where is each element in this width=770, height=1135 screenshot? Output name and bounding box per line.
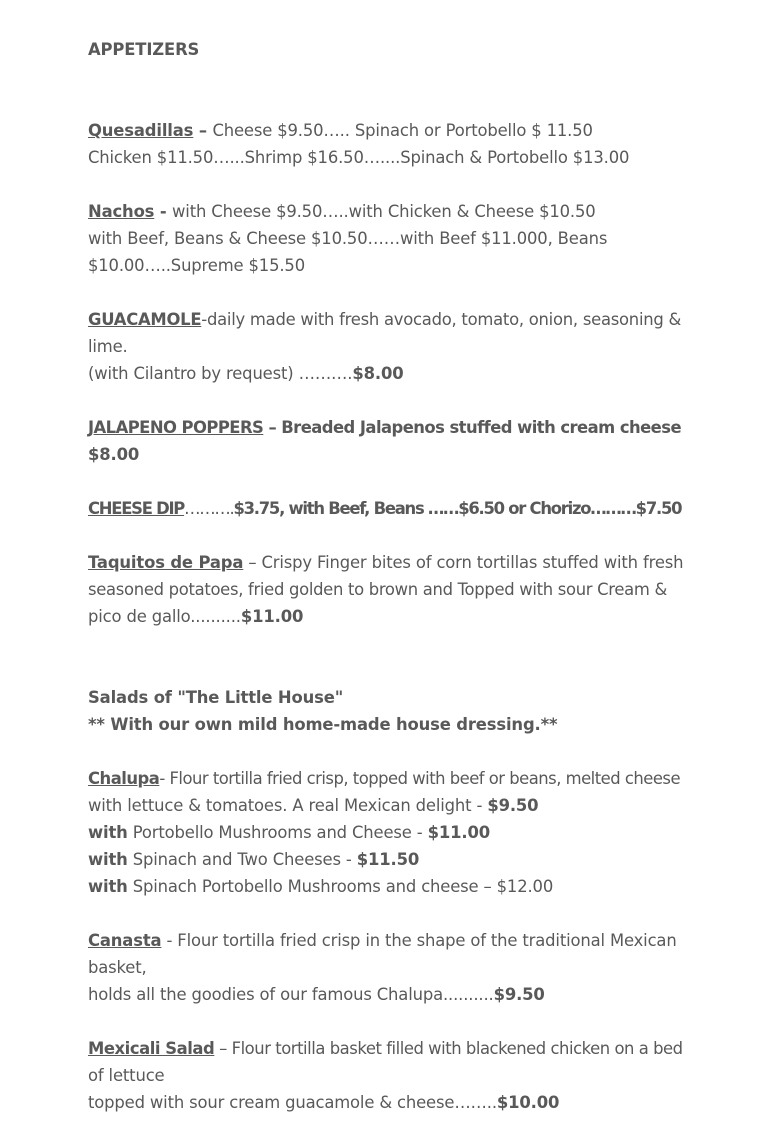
variant-desc: Spinach and Two Cheeses - [127,850,357,869]
item-line: seasoned potatoes, fried golden to brown and Topped with sour Cream & [88,580,667,599]
item-text: $3.75, with Beef, Beans ……$6.50 or Chorizo………$7.50 [233,499,682,518]
menu-item-mexicali-salad [88,1035,683,1116]
variant-price: $11.50 [356,850,420,869]
spacer [88,630,683,684]
variant-with: with [88,850,128,869]
spacer [88,387,683,414]
item-dots: ………. [184,499,234,518]
item-text: with lettuce & tomatoes. A real Mexican delight - [88,796,488,815]
variant-with: with [88,823,128,842]
variant-with: with [88,877,128,896]
item-text: – Crispy Finger bites of corn tortillas stuffed with fresh [243,553,684,572]
spacer [88,738,683,765]
menu-content [88,36,683,1116]
item-line [88,414,683,441]
item-price: $8.00 [352,364,404,383]
menu-item-taquitos [88,549,683,630]
item-line [88,549,683,576]
item-sep: - [154,202,173,221]
item-text: topped with sour cream guacamole & cheese…….. [88,1093,497,1112]
item-price: $8.00 [88,445,140,464]
variant-desc: Portobello Mushrooms and Cheese - [127,823,428,842]
item-name: Chalupa [88,769,160,788]
menu-item-canasta [88,927,683,1008]
variant-price: $11.00 [427,823,490,842]
item-name: CHEESE DIP [88,499,185,518]
item-line [88,360,683,387]
item-line [88,603,683,630]
item-text: – Flour tortilla basket filled with blackened chicken on a bed [214,1039,683,1058]
spacer [88,900,683,927]
item-line [88,1035,683,1062]
menu-item-guacamole [88,306,683,387]
item-line [88,792,683,819]
menu-item-jalapeno-poppers [88,414,683,468]
item-text: – Breaded Jalapenos stuffed with cream cheese [263,418,682,437]
menu-item-quesadillas [88,117,683,171]
item-price: $9.50 [487,796,539,815]
item-line [88,306,683,333]
item-name: Mexicali Salad [88,1039,215,1058]
item-price: $11.00 [240,607,304,626]
item-sep: – [193,121,213,140]
spacer [88,171,683,198]
item-line: with Beef, Beans & Cheese $10.50……with Beef $11.000, Beans [88,229,608,248]
item-name: Nachos [88,202,155,221]
item-price: $10.00 [496,1093,560,1112]
menu-item-cheese-dip [88,495,683,522]
item-line [88,117,683,144]
item-line [88,495,683,522]
item-line [88,765,683,792]
item-line [88,1089,683,1116]
item-text: with Cheese $9.50…..with Chicken & Cheese $10.50 [172,202,596,221]
salads-heading: Salads of "The Little House" [88,688,344,707]
item-name: JALAPENO POPPERS [88,418,264,437]
spacer [88,468,683,495]
chalupa-variant [88,873,683,900]
menu-item-chalupa [88,765,683,900]
spacer [88,279,683,306]
item-text: - Flour tortilla fried crisp, topped with beef or beans, melted cheese [159,769,681,788]
variant-desc: Spinach Portobello Mushrooms and cheese – $12.00 [127,877,554,896]
item-line: of lettuce [88,1066,165,1085]
chalupa-variant [88,846,683,873]
item-name: Taquitos de Papa [88,553,244,572]
item-text: holds all the goodies of our famous Chalupa.......... [88,985,494,1004]
spacer [88,63,683,117]
item-line [88,981,683,1008]
item-text: -daily made with fresh avocado, tomato, onion, seasoning & [201,310,682,329]
spacer [88,1008,683,1035]
item-line: $10.00…..Supreme $15.50 [88,256,305,275]
appetizers-heading: APPETIZERS [88,40,200,59]
chalupa-variant [88,819,683,846]
item-line: lime. [88,337,128,356]
menu-item-nachos [88,198,683,279]
salads-subtitle: ** With our own mild home-made house dressing.** [88,715,558,734]
item-text: - Flour tortilla fried crisp in the shape of the traditional Mexican [161,931,677,950]
item-name: Quesadillas [88,121,194,140]
item-name: Canasta [88,931,162,950]
item-line: Chicken $11.50…...Shrimp $16.50…....Spinach & Portobello $13.00 [88,148,630,167]
item-text: (with Cilantro by request) ………. [88,364,353,383]
item-line: basket, [88,958,147,977]
item-line [88,198,683,225]
item-text: Cheese $9.50….. Spinach or Portobello $ 11.50 [212,121,593,140]
spacer [88,522,683,549]
item-price: $9.50 [493,985,545,1004]
item-text: pico de gallo.......... [88,607,241,626]
item-line [88,927,683,954]
item-name: GUACAMOLE [88,310,202,329]
